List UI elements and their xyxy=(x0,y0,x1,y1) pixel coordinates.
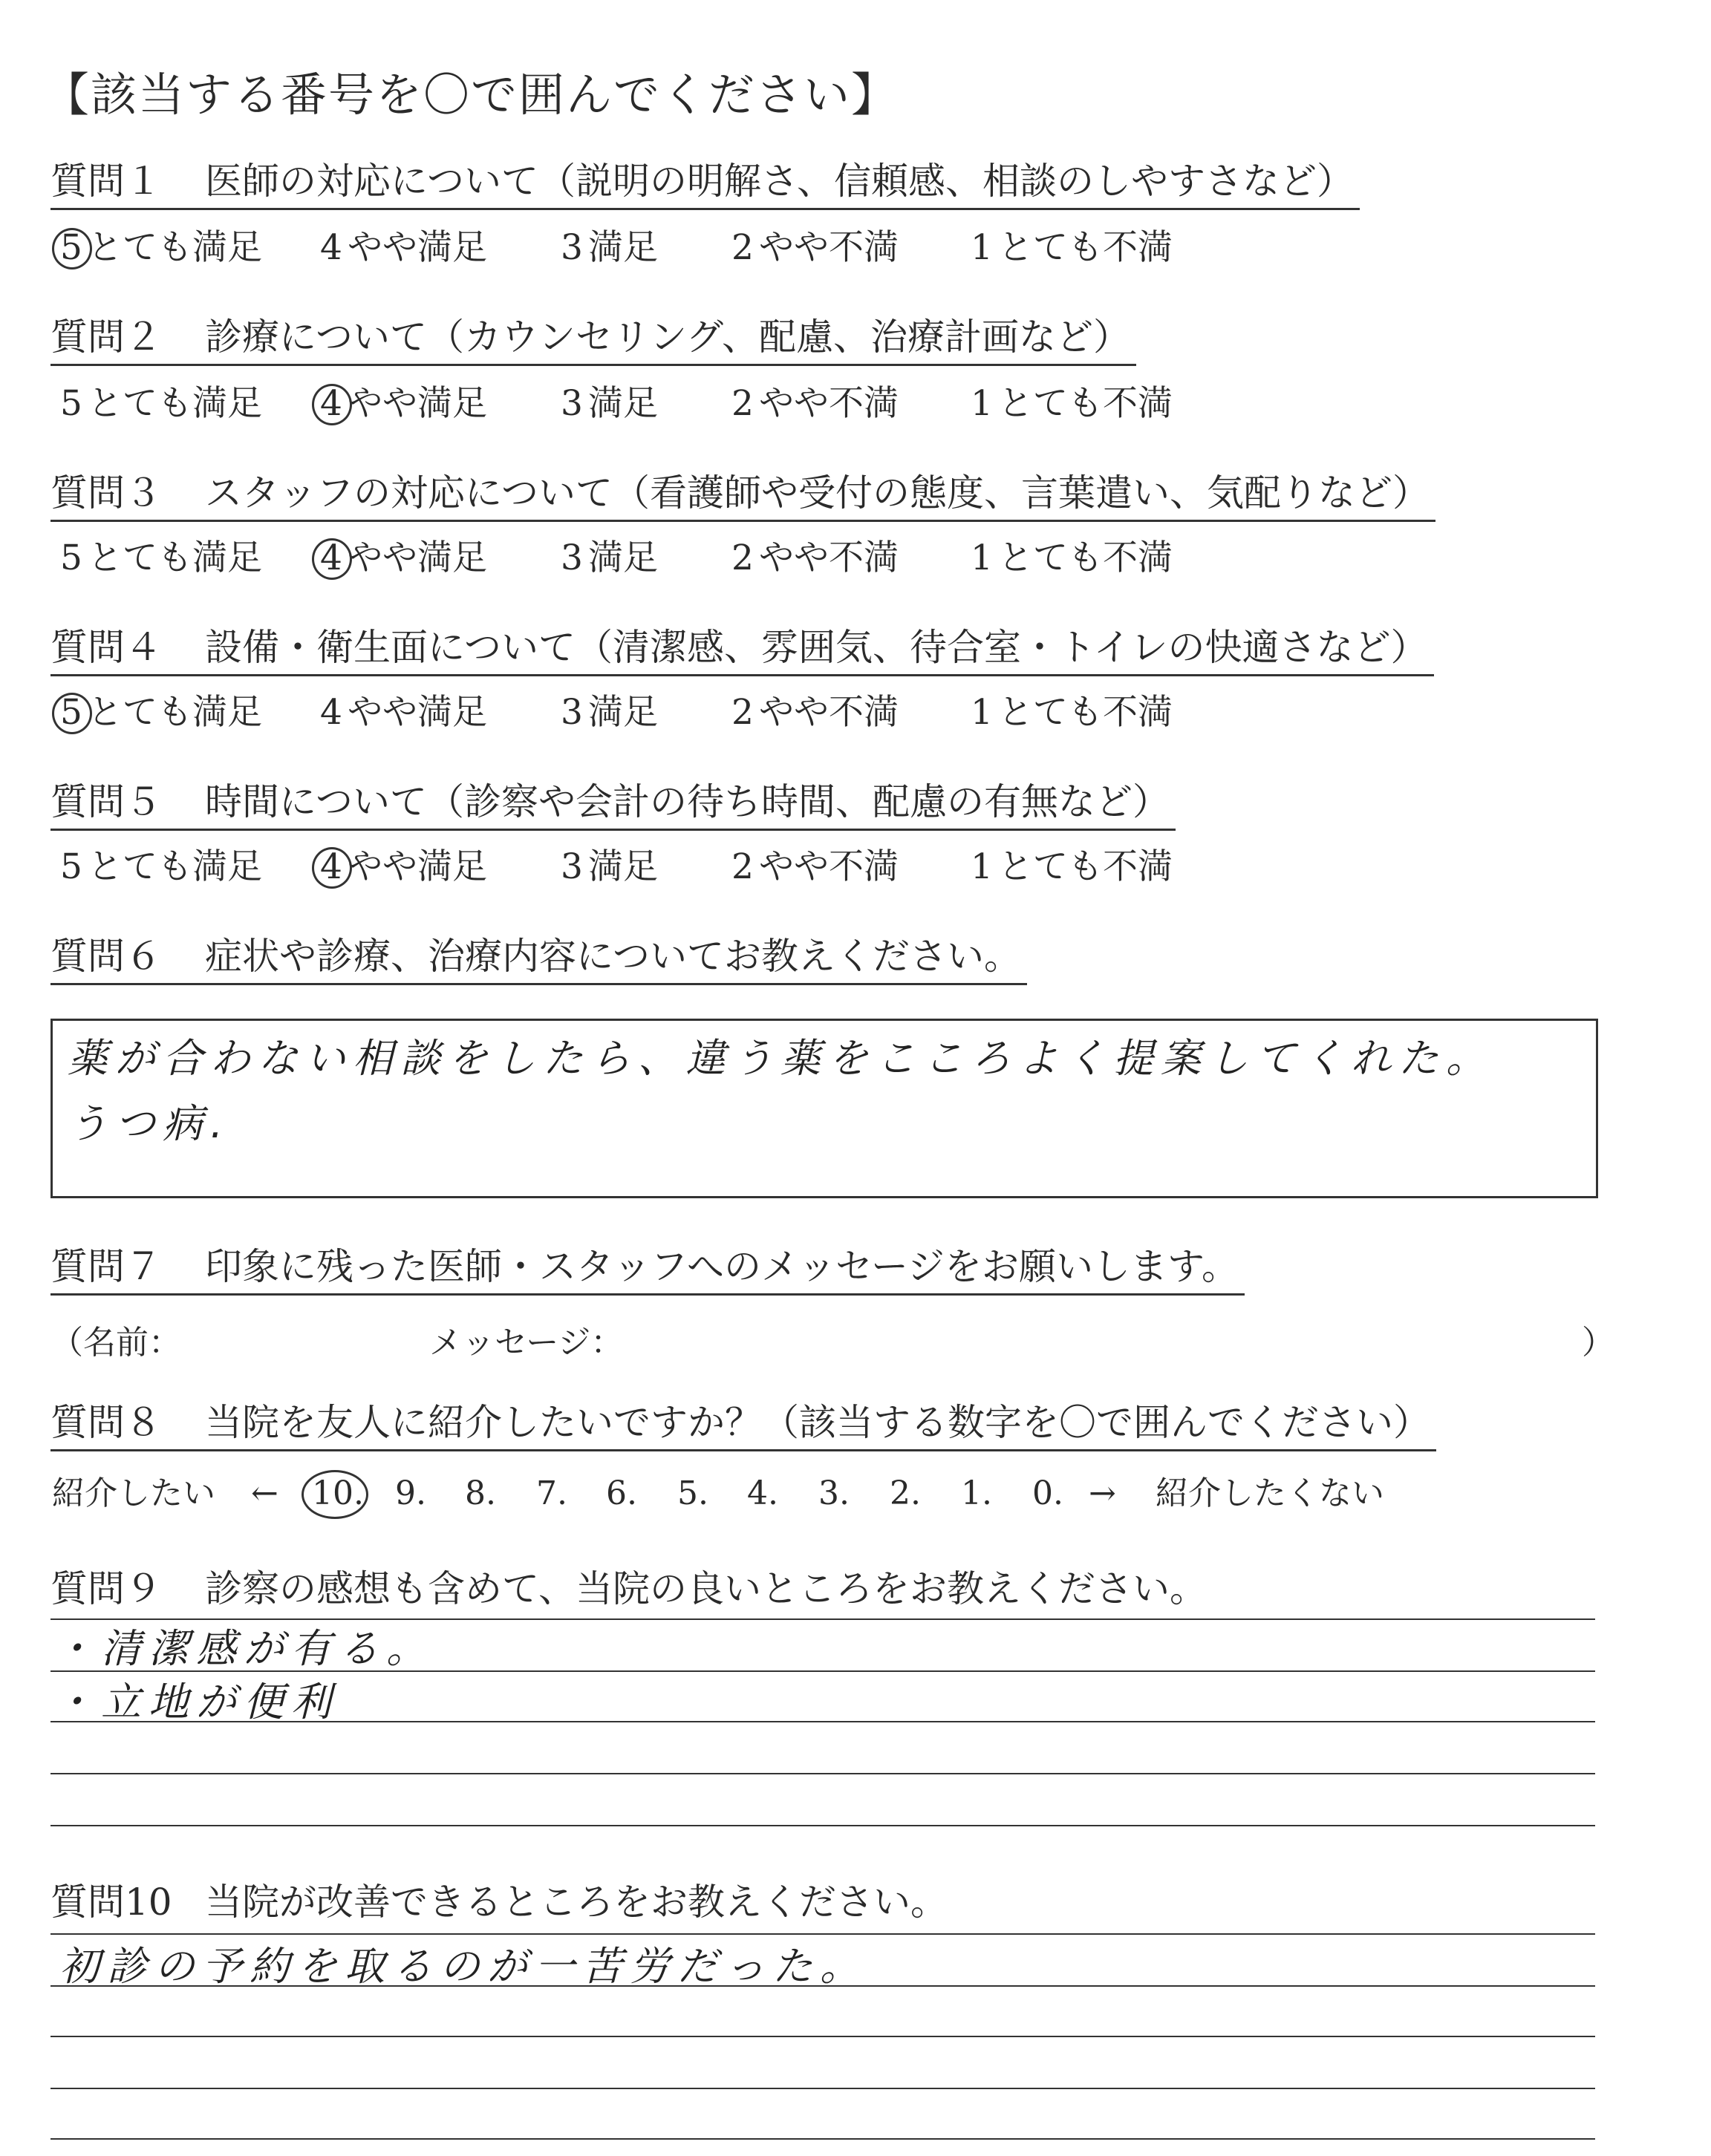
rating-option-3[interactable]: 3 満足 xyxy=(561,692,658,733)
scale-option-7[interactable]: 7. xyxy=(536,1474,567,1512)
question-number: 質問２ xyxy=(50,316,162,359)
question-text: 当院が改善できるところをお教えください。 xyxy=(205,1881,948,1924)
question-number: 質問７ xyxy=(50,1245,162,1288)
scale-option-6[interactable]: 6. xyxy=(606,1474,637,1512)
question-2 xyxy=(50,315,1136,366)
right-arrow-icon: → xyxy=(1089,1474,1116,1512)
scale-option-10[interactable]: 10. xyxy=(312,1471,364,1516)
question-text: 時間について（診察や会計の待ち時間、配慮の有無など） xyxy=(205,780,1170,823)
question-9 xyxy=(50,1567,1207,1611)
left-arrow-icon: ← xyxy=(251,1474,278,1512)
rating-option-2[interactable]: 2 やや不満 xyxy=(731,227,899,268)
q6-answer-box[interactable] xyxy=(50,1019,1598,1198)
form-title: 【該当する番号を〇で囲んでください】 xyxy=(43,68,899,122)
rating-option-1[interactable]: 1 とても不満 xyxy=(971,538,1173,578)
scale-left-label: 紹介したい xyxy=(52,1474,215,1512)
q7-message-line xyxy=(50,1316,1655,1360)
rating-option-4[interactable]: 4 やや満足 xyxy=(315,845,487,889)
question-4 xyxy=(50,625,1434,676)
rating-option-2[interactable]: 2 やや不満 xyxy=(731,846,899,887)
rating-option-5[interactable]: 5 とても満足 xyxy=(60,846,262,887)
recommend-scale xyxy=(52,1471,1686,1516)
question-10 xyxy=(50,1880,948,1924)
question-3 xyxy=(50,471,1435,522)
question-number: 質問５ xyxy=(50,780,162,823)
question-6 xyxy=(50,934,1027,985)
answer-line xyxy=(50,2088,1595,2089)
rating-option-4[interactable]: 4 やや満足 xyxy=(315,382,487,426)
rating-option-1[interactable]: 1 とても不満 xyxy=(971,846,1173,887)
question-8 xyxy=(50,1400,1436,1451)
question-number: 質問９ xyxy=(50,1567,162,1610)
scale-option-2[interactable]: 2. xyxy=(890,1474,921,1512)
answer-line xyxy=(50,2138,1595,2140)
question-text: 設備・衛生面について（清潔感、雰囲気、待合室・トイレの快適さなど） xyxy=(205,626,1428,669)
rating-option-3[interactable]: 3 満足 xyxy=(561,227,658,268)
q6-answer-line-1: 薬が合わない相談をしたら、違う薬をこころよく提案してくれた。 xyxy=(68,1035,1493,1082)
rating-option-5[interactable]: 5 とても満足 xyxy=(60,538,262,578)
rating-option-2[interactable]: 2 やや不満 xyxy=(731,692,899,733)
scale-option-1[interactable]: 1. xyxy=(961,1474,992,1512)
q7-close-paren: ） xyxy=(1582,1324,1614,1362)
q7-name-label: （名前： xyxy=(50,1324,181,1362)
question-text: 印象に残った医師・スタッフへのメッセージをお願いします。 xyxy=(205,1245,1239,1288)
question-number: 質問６ xyxy=(50,935,162,978)
answer-line xyxy=(50,2036,1595,2037)
rating-option-1[interactable]: 1 とても不満 xyxy=(971,692,1173,733)
question-number: 質問10 xyxy=(50,1881,172,1924)
rating-option-4[interactable]: 4 やや満足 xyxy=(320,227,487,268)
rating-option-2[interactable]: 2 やや不満 xyxy=(731,538,899,578)
question-text: 医師の対応について（説明の明解さ、信頼感、相談のしやすさなど） xyxy=(205,160,1354,203)
scale-option-5[interactable]: 5. xyxy=(677,1474,708,1512)
q6-answer-line-2: うつ病. xyxy=(68,1100,231,1147)
rating-option-3[interactable]: 3 満足 xyxy=(561,538,658,578)
answer-line xyxy=(50,1825,1595,1826)
answer-line xyxy=(50,1773,1595,1774)
question-number: 質問１ xyxy=(50,160,162,203)
question-text: 診療について（カウンセリング、配慮、治療計画など） xyxy=(205,316,1130,359)
scale-option-4[interactable]: 4. xyxy=(747,1474,778,1512)
rating-option-3[interactable]: 3 満足 xyxy=(561,383,658,424)
scale-option-3[interactable]: 3. xyxy=(818,1474,850,1512)
question-text: スタッフの対応について（看護師や受付の態度、言葉遣い、気配りなど） xyxy=(205,471,1430,514)
question-number: 質問３ xyxy=(50,471,162,514)
scale-right-label: 紹介したくない xyxy=(1156,1474,1384,1512)
question-number: 質問８ xyxy=(50,1401,162,1444)
q9-answer-line-2: ・立地が便利 xyxy=(53,1679,339,1725)
rating-option-5[interactable]: 5 とても満足 xyxy=(60,383,262,424)
scale-option-0[interactable]: 0. xyxy=(1032,1474,1063,1512)
q10-answer-line-1: 初診の予約を取るのが一苦労だった。 xyxy=(59,1943,867,1990)
question-1 xyxy=(50,159,1360,210)
rating-option-4[interactable]: 4 やや満足 xyxy=(320,692,487,733)
question-text: 診察の感想も含めて、当院の良いところをお教えください。 xyxy=(205,1567,1207,1610)
question-text: 当院を友人に紹介したいですか？（該当する数字を〇で囲んでください） xyxy=(205,1401,1430,1444)
rating-option-1[interactable]: 1 とても不満 xyxy=(971,383,1173,424)
rating-option-2[interactable]: 2 やや不満 xyxy=(731,383,899,424)
rating-option-5[interactable]: 5 とても満足 xyxy=(55,226,262,270)
question-number: 質問４ xyxy=(50,626,162,669)
rating-option-5[interactable]: 5 とても満足 xyxy=(55,690,262,735)
rating-option-3[interactable]: 3 満足 xyxy=(561,846,658,887)
q7-message-label: メッセージ： xyxy=(429,1324,624,1362)
question-7 xyxy=(50,1244,1245,1296)
scale-option-9[interactable]: 9. xyxy=(395,1474,426,1512)
rating-option-1[interactable]: 1 とても不満 xyxy=(971,227,1173,268)
question-text: 症状や診療、治療内容についてお教えください。 xyxy=(205,935,1021,978)
scale-option-8[interactable]: 8. xyxy=(465,1474,496,1512)
question-5 xyxy=(50,780,1176,831)
q9-answer-line-1: ・清潔感が有る。 xyxy=(53,1625,434,1672)
rating-option-4[interactable]: 4 やや満足 xyxy=(315,536,487,581)
